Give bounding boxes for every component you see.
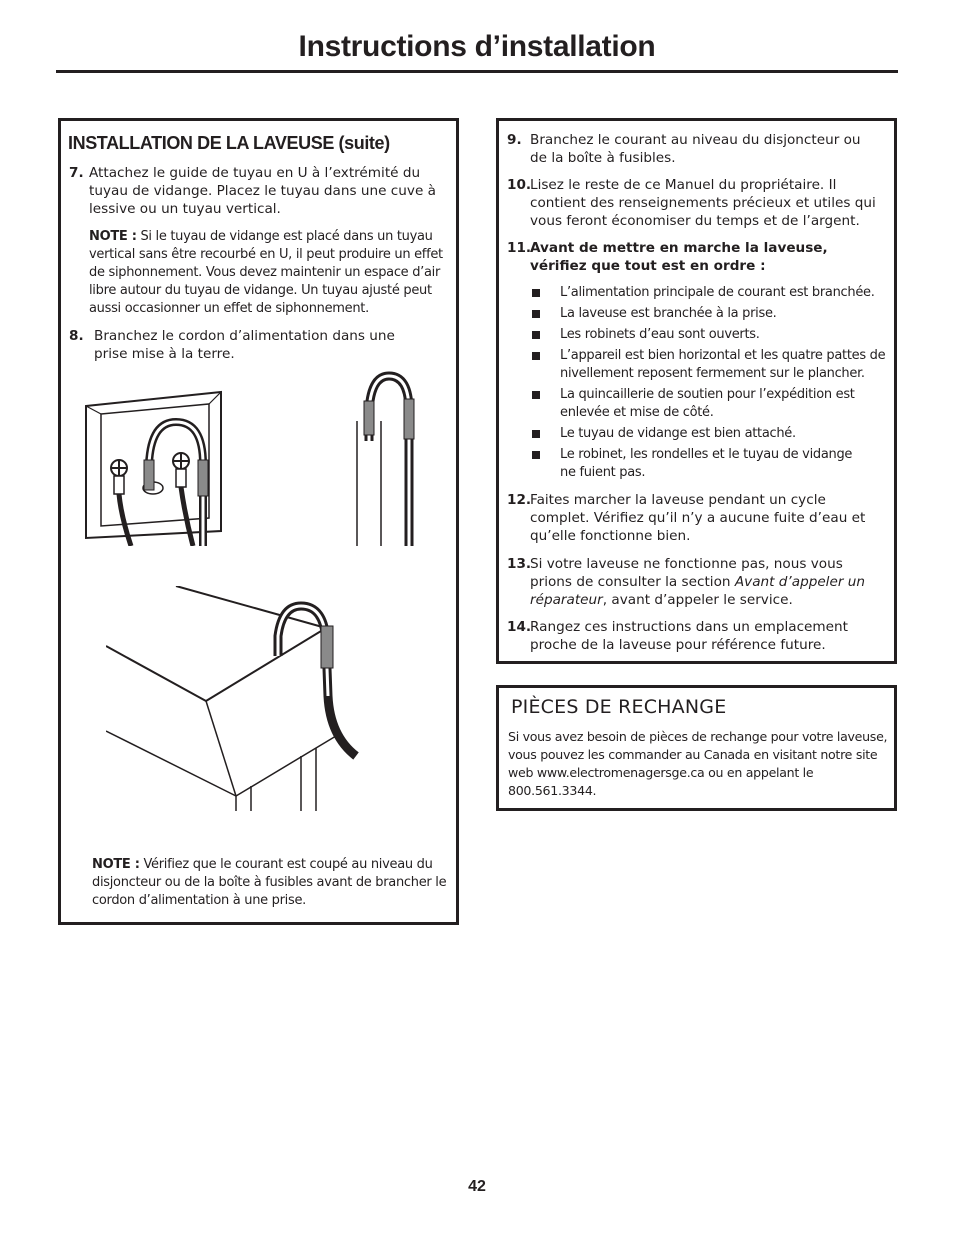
- troubleshooting-reference: Avant d’appeler un réparateur: [530, 574, 865, 608]
- step-text: Avant de mettre en marche la laveuse, vérifiez que tout est en ordre :: [530, 240, 828, 274]
- checklist-item: L’appareil est bien horizontal et les quatre pattes de nivellement reposent fermement sur le plancher.: [532, 347, 892, 383]
- step-text: Attachez le guide de tuyau en U à l’extrémité du tuyau de vidange. Placez le tuyau dans une cuve à lessive ou un tuyau vertical.: [89, 165, 436, 217]
- step-number: 7.: [69, 165, 84, 181]
- section-title: INSTALLATION DE LA LAVEUSE (suite): [68, 133, 390, 153]
- step-number: 14.: [507, 619, 532, 635]
- bullet-square-icon: [532, 289, 540, 297]
- bullet-square-icon: [532, 451, 540, 459]
- note-label: NOTE :: [92, 857, 140, 872]
- final-checks-section: [496, 118, 897, 664]
- bullet-square-icon: [532, 352, 540, 360]
- step-9: [507, 131, 887, 167]
- step-text: Branchez le cordon d’alimentation dans une prise mise à la terre.: [94, 328, 395, 362]
- bullet-square-icon: [532, 391, 540, 399]
- checklist-item: La laveuse est branchée à la prise.: [532, 305, 892, 323]
- section-title: PIÈCES DE RECHANGE: [511, 696, 727, 718]
- page-number: 42: [468, 1178, 486, 1195]
- step-number: 12.: [507, 492, 532, 508]
- bullet-square-icon: [532, 331, 540, 339]
- step-13: [507, 555, 887, 609]
- note-label: NOTE :: [89, 229, 137, 244]
- step-7: [69, 164, 454, 218]
- bullet-square-icon: [532, 430, 540, 438]
- step-10: [507, 176, 887, 230]
- step-text: Si votre laveuse ne fonctionne pas, nous vous prions de consulter la section Avant d’appeler un réparateur, avant d’appeler le service.: [530, 556, 865, 608]
- step-number: 11.: [507, 240, 532, 256]
- step-number: 8.: [69, 328, 84, 344]
- checklist-item: L’alimentation principale de courant est branchée.: [532, 284, 892, 302]
- laundry-tub-illustration: [106, 586, 366, 816]
- standpipe-illustration: [351, 371, 426, 549]
- step-number: 10.: [507, 177, 532, 193]
- note-text: Si le tuyau de vidange est placé dans un tuyau vertical sans être recourbé en U, il peut produire un effet de siphonnement. Vous devez maintenir un espace d’air libre autour du tuyau de vidange. Un tuyau ajusté peut aussi occasionner un effet de siphonnement.: [89, 229, 443, 316]
- note-text: Vérifiez que le courant est coupé au niveau du disjoncteur ou de la boîte à fusibles avant de brancher le cordon d’alimentation à une prise.: [92, 857, 447, 908]
- step-12: [507, 491, 887, 545]
- page-title: Instructions d’installation: [298, 30, 656, 63]
- title-divider: [56, 70, 898, 73]
- step-14: [507, 618, 887, 654]
- installation-section: [58, 118, 459, 925]
- checklist-item: Le robinet, les rondelles et le tuyau de vidange ne fuient pas.: [532, 446, 862, 482]
- checklist-item: Le tuyau de vidange est bien attaché.: [532, 425, 892, 443]
- parts-text: Si vous avez besoin de pièces de rechange pour votre laveuse, vous pouvez les commander au Canada en visitant notre site web www.electromenagersge.ca ou en appelant le 800.561.3344.: [508, 729, 888, 798]
- checklist-item: Les robinets d’eau sont ouverts.: [532, 326, 892, 344]
- step-text: Rangez ces instructions dans un emplacement proche de la laveuse pour référence future.: [530, 619, 848, 653]
- step-text: Lisez le reste de ce Manuel du propriétaire. Il contient des renseignements précieux et utiles qui vous feront économiser du temps et de l’argent.: [530, 177, 876, 229]
- replacement-parts-section: [496, 685, 897, 811]
- step-text: Faites marcher la laveuse pendant un cycle complet. Vérifiez qu’il n’y a aucune fuite d’eau et qu’elle fonctionne bien.: [530, 492, 866, 544]
- step-11: [507, 239, 887, 275]
- drain-note: [89, 228, 451, 318]
- power-note: [92, 856, 452, 910]
- step-8: [69, 327, 429, 363]
- checklist-item: La quincaillerie de soutien pour l’expédition est enlevée et mise de côté.: [532, 386, 862, 422]
- step-number: 9.: [507, 132, 522, 148]
- wall-faucet-illustration: [81, 386, 251, 546]
- bullet-square-icon: [532, 310, 540, 318]
- step-number: 13.: [507, 556, 532, 572]
- step-text: Branchez le courant au niveau du disjoncteur ou de la boîte à fusibles.: [530, 132, 861, 166]
